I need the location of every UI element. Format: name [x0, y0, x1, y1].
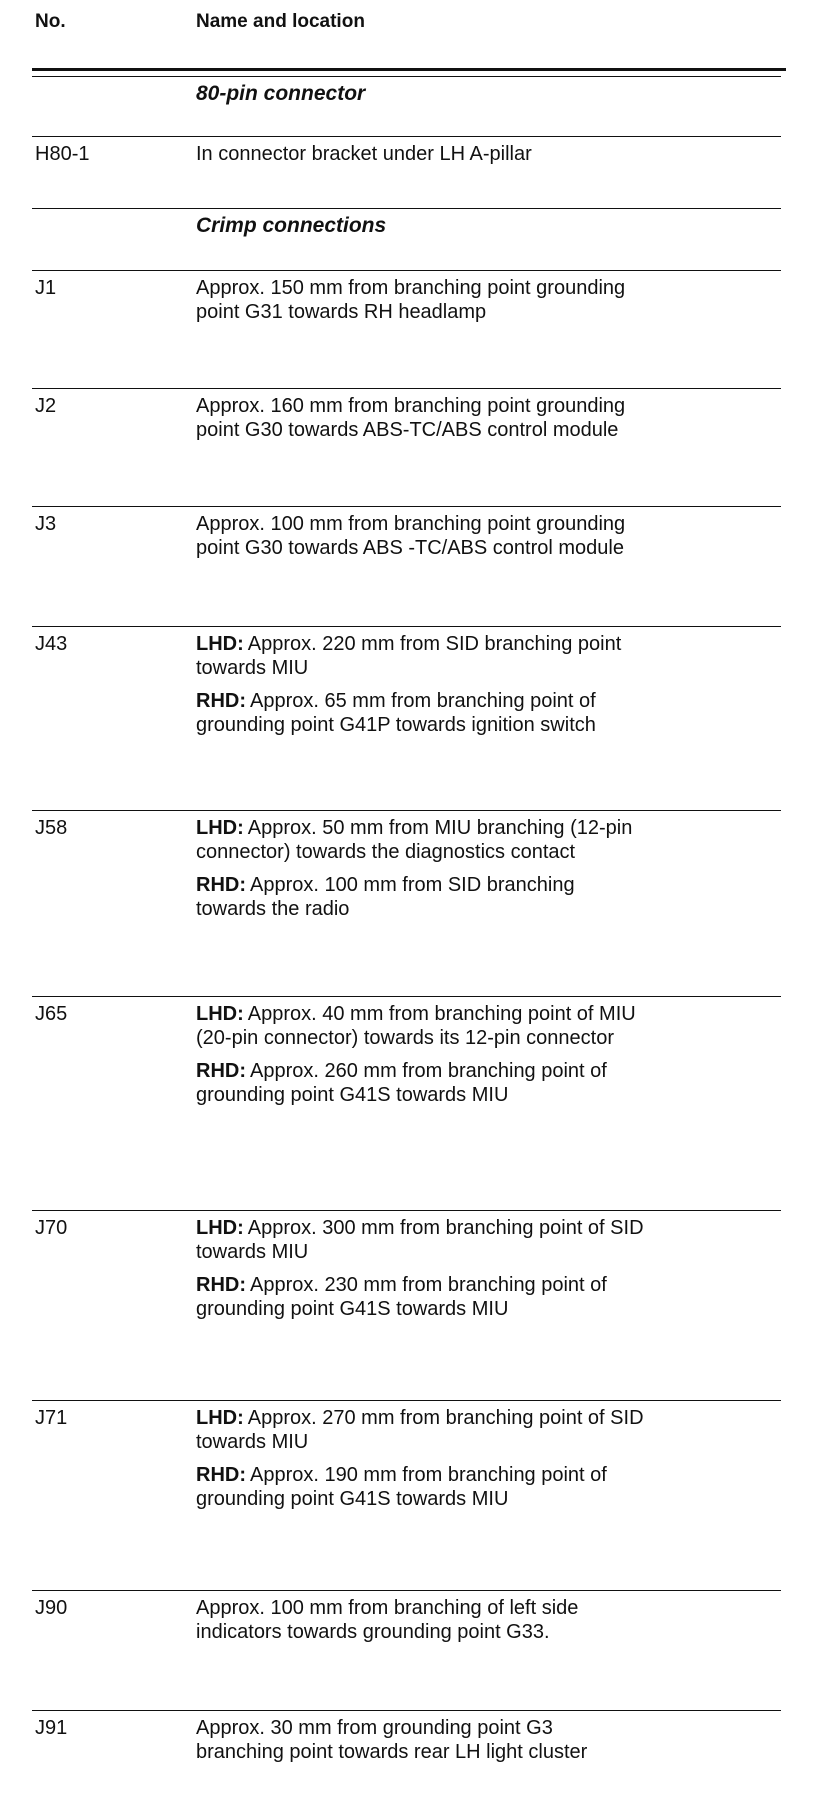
location-paragraph	[196, 816, 646, 864]
location-paragraph	[196, 1273, 646, 1321]
table-row	[32, 626, 781, 811]
row-location	[196, 1596, 646, 1644]
location-text: Approx. 100 mm from branching of left side indicators towards grounding point G33.	[196, 1597, 579, 1643]
location-paragraph	[196, 632, 646, 680]
location-text: Approx. 50 mm from MIU branching (12-pin connector) towards the diagnostics contact	[196, 817, 633, 863]
row-number: J71	[35, 1407, 68, 1429]
row-number: J91	[35, 1717, 68, 1739]
rhd-label: RHD:	[196, 874, 246, 896]
table-row	[32, 1400, 781, 1591]
location-paragraph	[196, 276, 646, 324]
table-row	[32, 270, 781, 389]
row-location	[196, 1216, 646, 1321]
table-row	[32, 996, 781, 1211]
location-paragraph	[196, 689, 646, 737]
row-number: J90	[35, 1597, 68, 1619]
location-paragraph	[196, 142, 646, 166]
row-number: J1	[35, 277, 57, 299]
column-header-no: No.	[35, 11, 66, 32]
location-paragraph	[196, 512, 646, 560]
row-number: J3	[35, 513, 57, 535]
row-number: J65	[35, 1003, 68, 1025]
header-divider	[32, 68, 786, 71]
row-location	[196, 394, 646, 442]
table-row	[32, 388, 781, 507]
location-text: Approx. 220 mm from SID branching point towards MIU	[196, 633, 622, 679]
location-paragraph	[196, 1059, 646, 1107]
location-text: Approx. 260 mm from branching point of grounding point G41S towards MIU	[196, 1060, 607, 1106]
rhd-label: RHD:	[196, 1274, 246, 1296]
location-paragraph	[196, 1216, 646, 1264]
table-row	[32, 136, 781, 209]
location-text: Approx. 100 mm from branching point grounding point G30 towards ABS -TC/ABS control module	[196, 513, 626, 559]
table-row	[32, 1710, 781, 1811]
table-row	[32, 1590, 781, 1711]
location-text: Approx. 300 mm from branching point of SID towards MIU	[196, 1217, 644, 1263]
row-location	[196, 276, 646, 324]
section-title: Crimp connections	[196, 214, 387, 237]
row-location	[196, 632, 646, 737]
location-text: In connector bracket under LH A-pillar	[196, 143, 532, 165]
lhd-label: LHD:	[196, 1003, 244, 1025]
row-location	[196, 1406, 646, 1511]
row-number: J2	[35, 395, 57, 417]
location-text: Approx. 230 mm from branching point of grounding point G41S towards MIU	[196, 1274, 607, 1320]
row-location	[196, 1002, 646, 1107]
section-row	[32, 76, 781, 137]
column-header-name-location: Name and location	[196, 11, 365, 32]
location-text: Approx. 160 mm from branching point grounding point G30 towards ABS-TC/ABS control module	[196, 395, 626, 441]
location-text: Approx. 65 mm from branching point of grounding point G41P towards ignition switch	[196, 690, 596, 736]
location-paragraph	[196, 1463, 646, 1511]
location-text: Approx. 100 mm from SID branching towards the radio	[196, 874, 575, 920]
location-text: Approx. 40 mm from branching point of MIU (20-pin connector) towards its 12-pin connector	[196, 1003, 636, 1049]
location-text: Approx. 190 mm from branching point of grounding point G41S towards MIU	[196, 1464, 607, 1510]
section-title: 80-pin connector	[196, 82, 366, 105]
row-number: J70	[35, 1217, 68, 1239]
row-location	[196, 1716, 646, 1764]
location-paragraph	[196, 1002, 646, 1050]
location-paragraph	[196, 1596, 646, 1644]
lhd-label: LHD:	[196, 817, 244, 839]
rhd-label: RHD:	[196, 690, 246, 712]
table-row	[32, 1210, 781, 1401]
row-location	[196, 816, 646, 921]
location-paragraph	[196, 873, 646, 921]
section-row	[32, 208, 781, 271]
row-number: J58	[35, 817, 68, 839]
location-paragraph	[196, 1716, 646, 1764]
lhd-label: LHD:	[196, 1407, 244, 1429]
rhd-label: RHD:	[196, 1060, 246, 1082]
table-row	[32, 810, 781, 997]
row-location	[196, 142, 646, 166]
location-text: Approx. 150 mm from branching point grounding point G31 towards RH headlamp	[196, 277, 626, 323]
location-paragraph	[196, 394, 646, 442]
location-text: Approx. 270 mm from branching point of SID towards MIU	[196, 1407, 644, 1453]
row-number: J43	[35, 633, 68, 655]
rhd-label: RHD:	[196, 1464, 246, 1486]
lhd-label: LHD:	[196, 633, 244, 655]
row-number: H80-1	[35, 143, 90, 165]
row-location	[196, 512, 646, 560]
location-paragraph	[196, 1406, 646, 1454]
lhd-label: LHD:	[196, 1217, 244, 1239]
table-row	[32, 506, 781, 627]
location-text: Approx. 30 mm from grounding point G3 branching point towards rear LH light cluster	[196, 1717, 588, 1763]
